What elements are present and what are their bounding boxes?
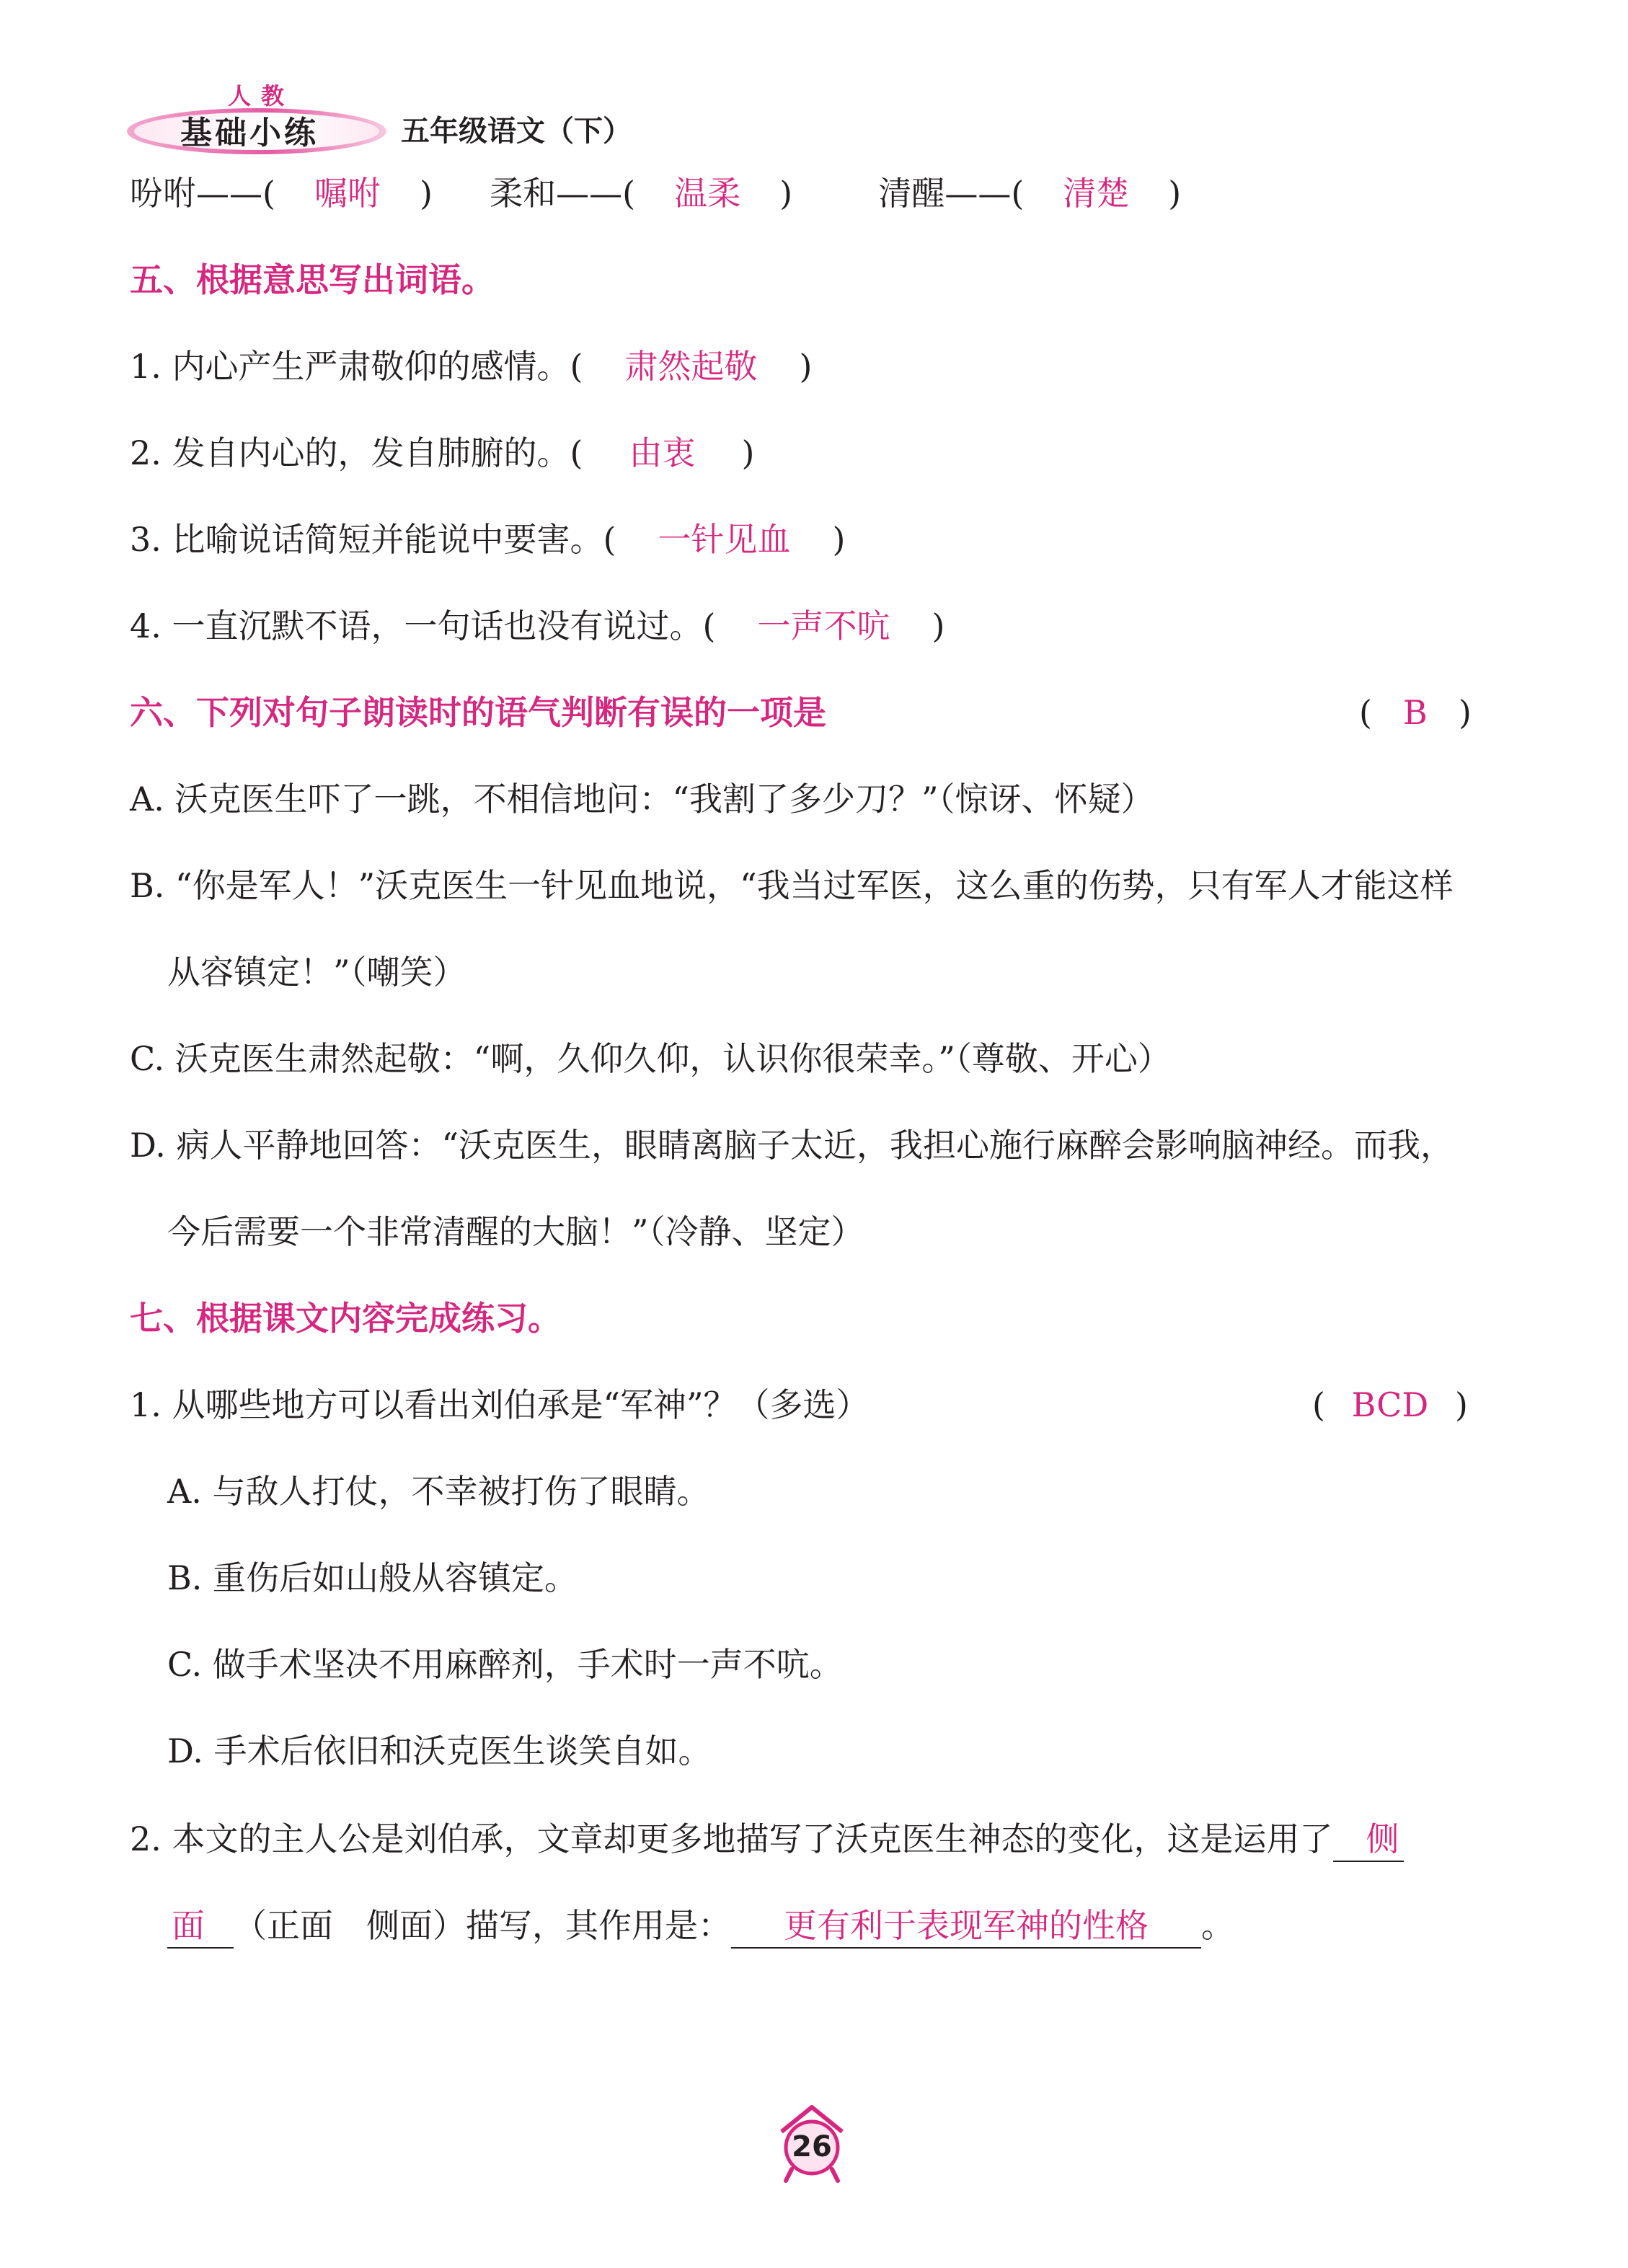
synonym-row [130,172,1181,215]
section-6-option: D. 病人平静地回答：“沃克医生，眼睛离脑子太近，我担心施行麻醉会影响脑神经。而我， [130,1126,1454,1165]
bracket-close: ) [1454,1385,1468,1424]
bracket-open: ( [1359,693,1372,732]
section-7-q1-option: D. 手术后依旧和沃克医生谈笑自如。 [167,1731,712,1770]
page-number-badge [776,2103,848,2187]
grade-subject: 五年级语文（下） [401,115,632,148]
section-7-q1-option: C. 做手术坚决不用麻醉剂，手术时一声不吭。 [167,1645,843,1684]
section-5-title: 五、根据意思写出词语。 [130,260,495,299]
section-7-q1-option: B. 重伤后如山般从容镇定。 [167,1558,578,1597]
section-7-q2 [130,1817,1404,1862]
section-5-item [130,604,944,648]
section-7-q1: 1. 从哪些地方可以看出刘伯承是“军神”？（多选） [130,1385,870,1424]
q2-answer-part1: 侧 [1333,1817,1404,1862]
section-7-q1-answer-bracket [1312,1383,1468,1426]
item-answer: 由衷 [629,433,696,472]
item-answer: 一针见血 [658,520,791,559]
section-6-option: B. “你是军人！”沃克医生一针见血地说，“我当过军医，这么重的伤势，只有军人才能这样 [130,866,1454,905]
publisher-label: 人教 [228,82,295,110]
item-text: 3. 比喻说话简短并能说中要害。( [130,520,616,559]
section-6-option: A. 沃克医生吓了一跳，不相信地问：“我割了多少刀？”（惊讶、怀疑） [130,780,1154,818]
synonym-answer: 清楚 [1063,174,1130,213]
synonym-answer: 嘱咐 [314,174,381,213]
synonym-close: ) [779,174,793,213]
item-text: 2. 发自内心的，发自肺腑的。( [130,433,583,472]
section-6-title: 六、下列对句子朗读时的语气判断有误的一项是 [130,693,826,732]
section-7-q1-answer: BCD [1351,1385,1429,1424]
section-7-title: 七、根据课文内容完成练习。 [130,1299,561,1338]
page-number: 26 [792,2130,832,2163]
q2-choices: （正面 侧面）描写，其作用是： [234,1906,731,1945]
synonym-word: 柔和——( [490,174,636,213]
section-6-option-cont: 从容镇定！”（嘲笑） [167,953,466,992]
section-6-answer: B [1403,693,1428,732]
section-7-q2-cont [167,1904,1234,1949]
item-text: 4. 一直沉默不语，一句话也没有说过。( [130,606,716,645]
section-7-q1-option: A. 与敌人打仗，不幸被打伤了眼睛。 [167,1472,710,1511]
item-text: 1. 内心产生严肃敬仰的感情。( [130,347,583,386]
synonym-close: ) [1168,174,1182,213]
bracket-close: ) [1458,693,1472,732]
item-close: ) [832,520,846,559]
item-answer: 肃然起敬 [624,347,758,386]
item-close: ) [799,347,813,386]
q2-answer-part2: 面 [167,1904,234,1949]
item-close: ) [932,606,945,645]
item-close: ) [741,433,755,472]
section-5-item [130,431,754,475]
series-title: 基础小练 [180,115,319,151]
q2-end: 。 [1201,1906,1234,1945]
synonym-word: 清醒——( [878,174,1025,213]
item-answer: 一声不吭 [757,606,890,645]
q2-text: 2. 本文的主人公是刘伯承，文章却更多地描写了沃克医生神态的变化，这是运用了 [130,1819,1333,1858]
synonym-close: ) [419,174,433,213]
section-5-item [130,345,812,388]
section-5-item [130,518,845,561]
synonym-word: 吩咐——( [130,174,275,213]
synonym-answer: 温柔 [674,174,741,213]
section-6-option: C. 沃克医生肃然起敬：“啊，久仰久仰，认识你很荣幸。”（尊敬、开心） [130,1039,1171,1078]
section-6-answer-bracket [1359,691,1472,734]
section-6-option-cont: 今后需要一个非常清醒的大脑！”（冷静、坚定） [167,1212,864,1251]
bracket-open: ( [1312,1385,1325,1424]
q2-answer-effect: 更有利于表现军神的性格 [731,1904,1201,1949]
